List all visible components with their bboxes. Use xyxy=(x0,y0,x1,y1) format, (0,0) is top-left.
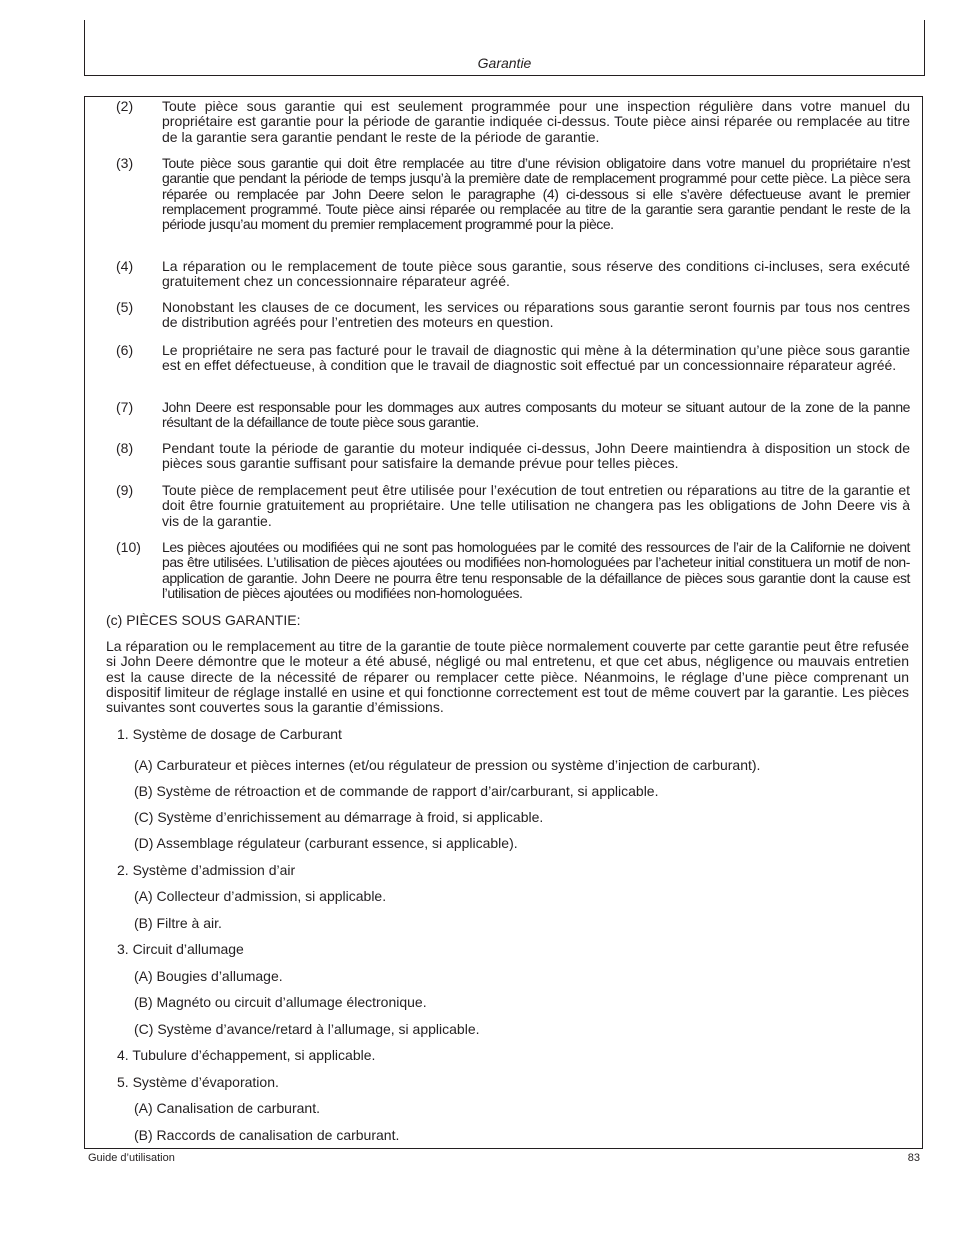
section-c-paragraph: La réparation ou le remplacement au titre de la garantie de toute pièce normalement couverte par cette garantie peut être refusée si John Deere démontre que le moteur a été abusé, négligé ou mal entretenu, et que cet abus, négligence ou mauvais entretien est la cause directe de la nécessité de réparer ou remplacer cette pièce. Néanmoins, le réglage d’une pièce comprenant un dispositif limiteur de réglage installé en usine et qui fonctionne correctement est tout de même couvert par la garantie. Les pièces suivantes sont couvertes sous la garantie d’émissions. xyxy=(106,638,909,716)
clause-number: (9) xyxy=(116,482,134,498)
parts-category: 1. Système de dosage de Carburant xyxy=(117,726,342,742)
parts-item: (B) Raccords de canalisation de carburant. xyxy=(134,1127,400,1143)
parts-item: (A) Carburateur et pièces internes (et/ou régulateur de pression ou système d’injection de carburant). xyxy=(134,757,761,773)
page-header-title: Garantie xyxy=(477,55,532,71)
clause-text: Pendant toute la période de garantie du moteur indiquée ci-dessus, John Deere maintiendra à disposition un stock de pièces sous garantie suffisant pour satisfaire la demande prévue pour telles pièces. xyxy=(162,440,910,472)
clause-number: (8) xyxy=(116,440,134,456)
clause-2 xyxy=(116,99,910,145)
parts-category: 3. Circuit d’allumage xyxy=(117,941,244,957)
clause-number: (3) xyxy=(116,155,134,171)
clause-7 xyxy=(116,400,910,431)
clause-text: Nonobstant les clauses de ce document, les services ou réparations sous garantie seront fournis par tous nos centres de distribution agréés pour l’entretien des moteurs en question. xyxy=(162,299,910,331)
parts-item: (C) Système d’avance/retard à l’allumage, si applicable. xyxy=(134,1021,480,1037)
clause-text: John Deere est responsable pour les dommages aux autres composants du moteur se situant autour de la zone de la panne résultant de la défaillance de toute pièce sous garantie. xyxy=(162,399,910,431)
parts-item: (B) Système de rétroaction et de commande de rapport d’air/carburant, si applicable. xyxy=(134,783,659,799)
clause-10 xyxy=(116,540,910,601)
parts-item: (B) Magnéto ou circuit d’allumage électronique. xyxy=(134,994,427,1010)
clause-text: Toute pièce sous garantie qui est seulement programmée pour une inspection régulière dans votre manuel du propriétaire est garantie pour la période de garantie indiquée ci-dessus. Toute pièce ainsi réparée ou remplacée au titre de la garantie sera garantie pendant le reste de la période de garantie. xyxy=(162,98,910,145)
section-c-heading: (c) PIÈCES SOUS GARANTIE: xyxy=(106,612,301,628)
clause-number: (4) xyxy=(116,258,134,274)
parts-category: 4. Tubulure d’échappement, si applicable. xyxy=(117,1047,376,1063)
clause-9 xyxy=(116,483,910,529)
clause-number: (5) xyxy=(116,299,134,315)
parts-item: (A) Bougies d’allumage. xyxy=(134,968,283,984)
header-frame xyxy=(84,20,925,76)
clause-4 xyxy=(116,259,910,290)
parts-category: 5. Système d’évaporation. xyxy=(117,1074,279,1090)
clause-number: (6) xyxy=(116,342,134,358)
clause-number: (7) xyxy=(116,399,134,415)
parts-item: (A) Collecteur d’admission, si applicable. xyxy=(134,888,387,904)
clause-3 xyxy=(116,156,910,232)
parts-item: (A) Canalisation de carburant. xyxy=(134,1100,320,1116)
footer-guide-label: Guide d’utilisation xyxy=(88,1152,175,1164)
clause-number: (10) xyxy=(116,539,141,555)
clause-text: Les pièces ajoutées ou modifiées qui ne sont pas homologuées par le comité des ressources de l’air de la Californie ne doivent pas être utilisées. L’utilisation de pièces ajoutées ou modifiées non-homologuées par l’acheteur initial constituera un motif de non-application de garantie. John Deere ne pourra être tenu responsable de la défaillance de pièces sous garantie dont la cause est l’utilisation de pièces ajoutées ou modifiées non-homologuées. xyxy=(162,539,910,601)
clause-text: Le propriétaire ne sera pas facturé pour le travail de diagnostic qui mène à la détermination qu’une pièce sous garantie est en effet défectueuse, à condition que le travail de diagnostic soit effectué par un concessionnaire réparateur agréé. xyxy=(162,342,910,374)
clause-text: La réparation ou le remplacement de toute pièce sous garantie, sous réserve des conditions ci-incluses, sera exécuté gratuitement chez un concessionnaire réparateur agréé. xyxy=(162,258,910,290)
parts-item: (D) Assemblage régulateur (carburant essence, si applicable). xyxy=(134,835,518,851)
page-number: 83 xyxy=(907,1152,920,1164)
parts-item: (B) Filtre à air. xyxy=(134,915,222,931)
clause-text: Toute pièce sous garantie qui doit être remplacée au titre d’une révision obligatoire dans votre manuel du propriétaire n’est garantie que pendant la période de temps jusqu’à la première date de remplacement programmé pour cette pièce. La pièce sera réparée ou remplacée par John Deere selon le paragraphe (4) ci-dessous si elle s’avère défectueuse avant le premier remplacement programmé. Toute pièce ainsi réparée ou remplacée au titre de la garantie sera garantie pendant le reste de la période jusqu’au moment du premier remplacement programmé pour la pièce. xyxy=(162,155,910,233)
clause-8 xyxy=(116,441,910,472)
parts-category: 2. Système d’admission d’air xyxy=(117,862,296,878)
clause-5 xyxy=(116,300,910,331)
clause-text: Toute pièce de remplacement peut être utilisée pour l’exécution de tout entretien ou réparations au titre de la garantie et doit être fournie gratuitement au propriétaire. Une telle utilisation ne changera pas les obligations de John Deere vis à vis de la garantie. xyxy=(162,482,910,529)
clause-6 xyxy=(116,343,910,374)
parts-item: (C) Système d’enrichissement au démarrage à froid, si applicable. xyxy=(134,809,544,825)
clause-number: (2) xyxy=(116,98,134,114)
